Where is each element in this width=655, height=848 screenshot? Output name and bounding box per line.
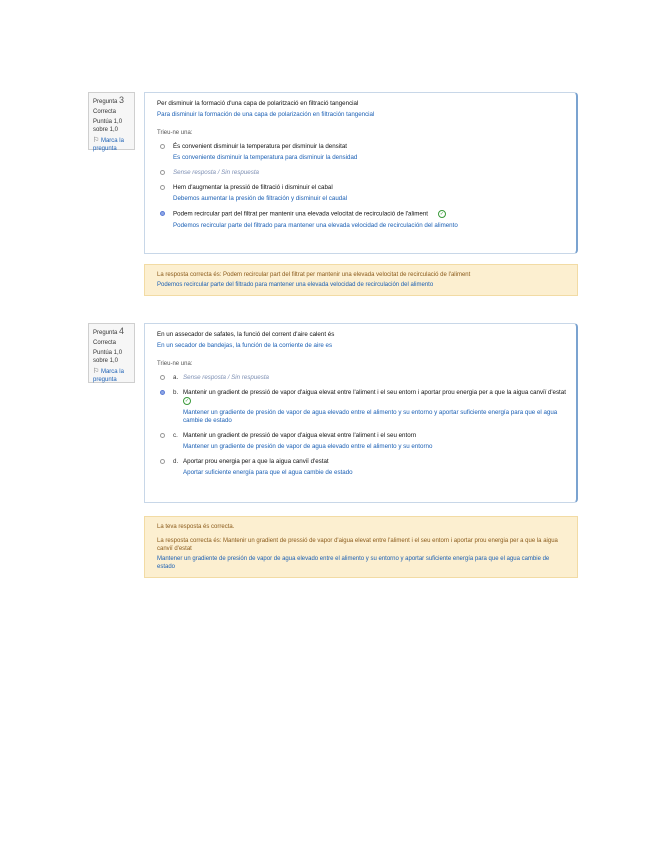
question-state: Correcta [93, 340, 117, 346]
option-translation: Podemos recircular parte del filtrado para mantener una elevada velocidad de recirculación del alimento [173, 221, 458, 229]
answer-option[interactable] [157, 184, 566, 203]
question-number [93, 327, 131, 337]
question-number [93, 96, 131, 106]
option-text-value: Sense resposta / Sin respuesta [183, 374, 269, 381]
answer-option[interactable] [157, 374, 566, 382]
option-text-value: Mantenir un gradient de pressió de vapor d'aigua elevat entre l'aliment i el seu entorn i aportar prou energia per a que la aigua canviï d'estat [183, 389, 566, 396]
option-translation: Aportar suficiente energía para que el agua cambie de estado [183, 468, 353, 476]
answer-option[interactable] [157, 169, 566, 177]
question-number-value: 3 [119, 95, 125, 105]
answer-option-selected[interactable] [157, 389, 566, 425]
answer-options [157, 374, 566, 477]
radio-button[interactable] [160, 375, 165, 380]
correct-answer-translation: Podemos recircular parte del filtrado para mantener una elevada velocidad de recirculación del alimento [157, 282, 434, 288]
option-text [173, 374, 566, 382]
option-text [173, 389, 566, 406]
option-translation: Mantener un gradiente de presión de vapor de agua elevado entre el alimento y su entorno y aportar suficiente energía para que el agua cambie de estado [183, 408, 558, 424]
radio-button[interactable] [160, 459, 165, 464]
question-info [88, 323, 135, 383]
option-translation: Debemos aumentar la presión de filtración y disminuir el caudal [173, 195, 348, 202]
question-content [144, 323, 578, 503]
answer-option-selected[interactable] [157, 210, 566, 230]
correct-answer-text: La resposta correcta és: Podem recircular part del filtrat per mantenir una elevada velocitat de recirculació de l'aliment [157, 272, 471, 278]
question-grade: Puntúa 1,0 sobre 1,0 [93, 119, 123, 133]
option-text: Sense resposta / Sin respuesta [173, 169, 259, 176]
feedback-box [144, 264, 578, 296]
option-text: Hem d'augmentar la pressió de filtració i disminuir el cabal [173, 184, 333, 191]
option-letter: a. [173, 374, 179, 381]
option-text: És convenient disminuir la temperatura per disminuir la densitat [173, 143, 348, 150]
question-label: Pregunta [93, 99, 118, 105]
question-number-value: 4 [119, 326, 125, 336]
question-translation: En un secador de bandejas, la función de la corriente de aire es [157, 342, 333, 349]
option-text-value: Mantenir un gradient de pressió de vapor d'aigua elevat entre l'aliment i el seu entorn [183, 431, 417, 439]
answer-prompt: Trieu-ne una: [157, 130, 193, 136]
radio-button-selected[interactable] [160, 211, 165, 216]
question-text: En un assecador de safates, la funció del corrent d'aire calent és [157, 331, 335, 338]
question-grade: Puntúa 1,0 sobre 1,0 [93, 350, 123, 364]
flag-icon: ⚐ [93, 368, 100, 375]
option-text [173, 210, 566, 219]
radio-button[interactable] [160, 170, 165, 175]
correct-answer-text: La resposta correcta és: Mantenir un gradient de pressió de vapor d'aigua elevat entre l'aliment i el seu entorn i aportar prou energia per a que la aigua canviï d'estat [157, 538, 558, 552]
answer-option[interactable] [157, 432, 566, 451]
answer-option[interactable] [157, 143, 566, 162]
flag-question-link[interactable] [93, 368, 131, 384]
option-letter: b. [173, 389, 179, 396]
answer-option[interactable] [157, 458, 566, 477]
radio-button-selected[interactable] [160, 390, 165, 395]
radio-button[interactable] [160, 433, 165, 438]
question-info [88, 92, 135, 150]
option-text [173, 458, 566, 466]
answer-options [157, 143, 566, 230]
radio-button[interactable] [160, 185, 165, 190]
question-content [144, 92, 578, 254]
correct-answer-translation: Mantener un gradiente de presión de vapor de agua elevado entre el alimento y su entorno y aportar suficiente energía para que el agua cambie de estado [157, 556, 550, 570]
option-letter: c. [173, 431, 178, 439]
feedback-box [144, 516, 578, 578]
question-translation: Para disminuir la formación de una capa de polarización en filtración tangencial [157, 111, 375, 118]
flag-label: Marca la pregunta [93, 138, 124, 152]
check-circle-icon: ✓ [439, 211, 445, 217]
feedback-status: La teva resposta és correcta. [157, 524, 235, 530]
option-text-value: Aportar prou energia per a que la aigua canviï d'estat [183, 457, 329, 465]
check-circle-icon: ✓ [184, 398, 190, 404]
question-text: Per disminuir la formació d'una capa de polarització en filtració tangencial [157, 100, 359, 107]
radio-button[interactable] [160, 144, 165, 149]
option-text [173, 432, 566, 440]
flag-icon: ⚐ [93, 137, 100, 144]
answer-prompt: Trieu-ne una: [157, 361, 193, 367]
flag-question-link[interactable] [93, 137, 131, 153]
flag-label: Marca la pregunta [93, 369, 124, 383]
option-text-value: Podem recircular part del filtrat per mantenir una elevada velocitat de recirculació de l'aliment [173, 210, 428, 218]
option-letter: d. [173, 457, 179, 465]
option-translation: Mantener un gradiente de presión de vapor de agua elevado entre el alimento y su entorno [183, 442, 433, 450]
question-label: Pregunta [93, 330, 118, 336]
question-state: Correcta [93, 109, 117, 115]
option-translation: Es conveniente disminuir la temperatura para disminuir la densidad [173, 154, 358, 161]
